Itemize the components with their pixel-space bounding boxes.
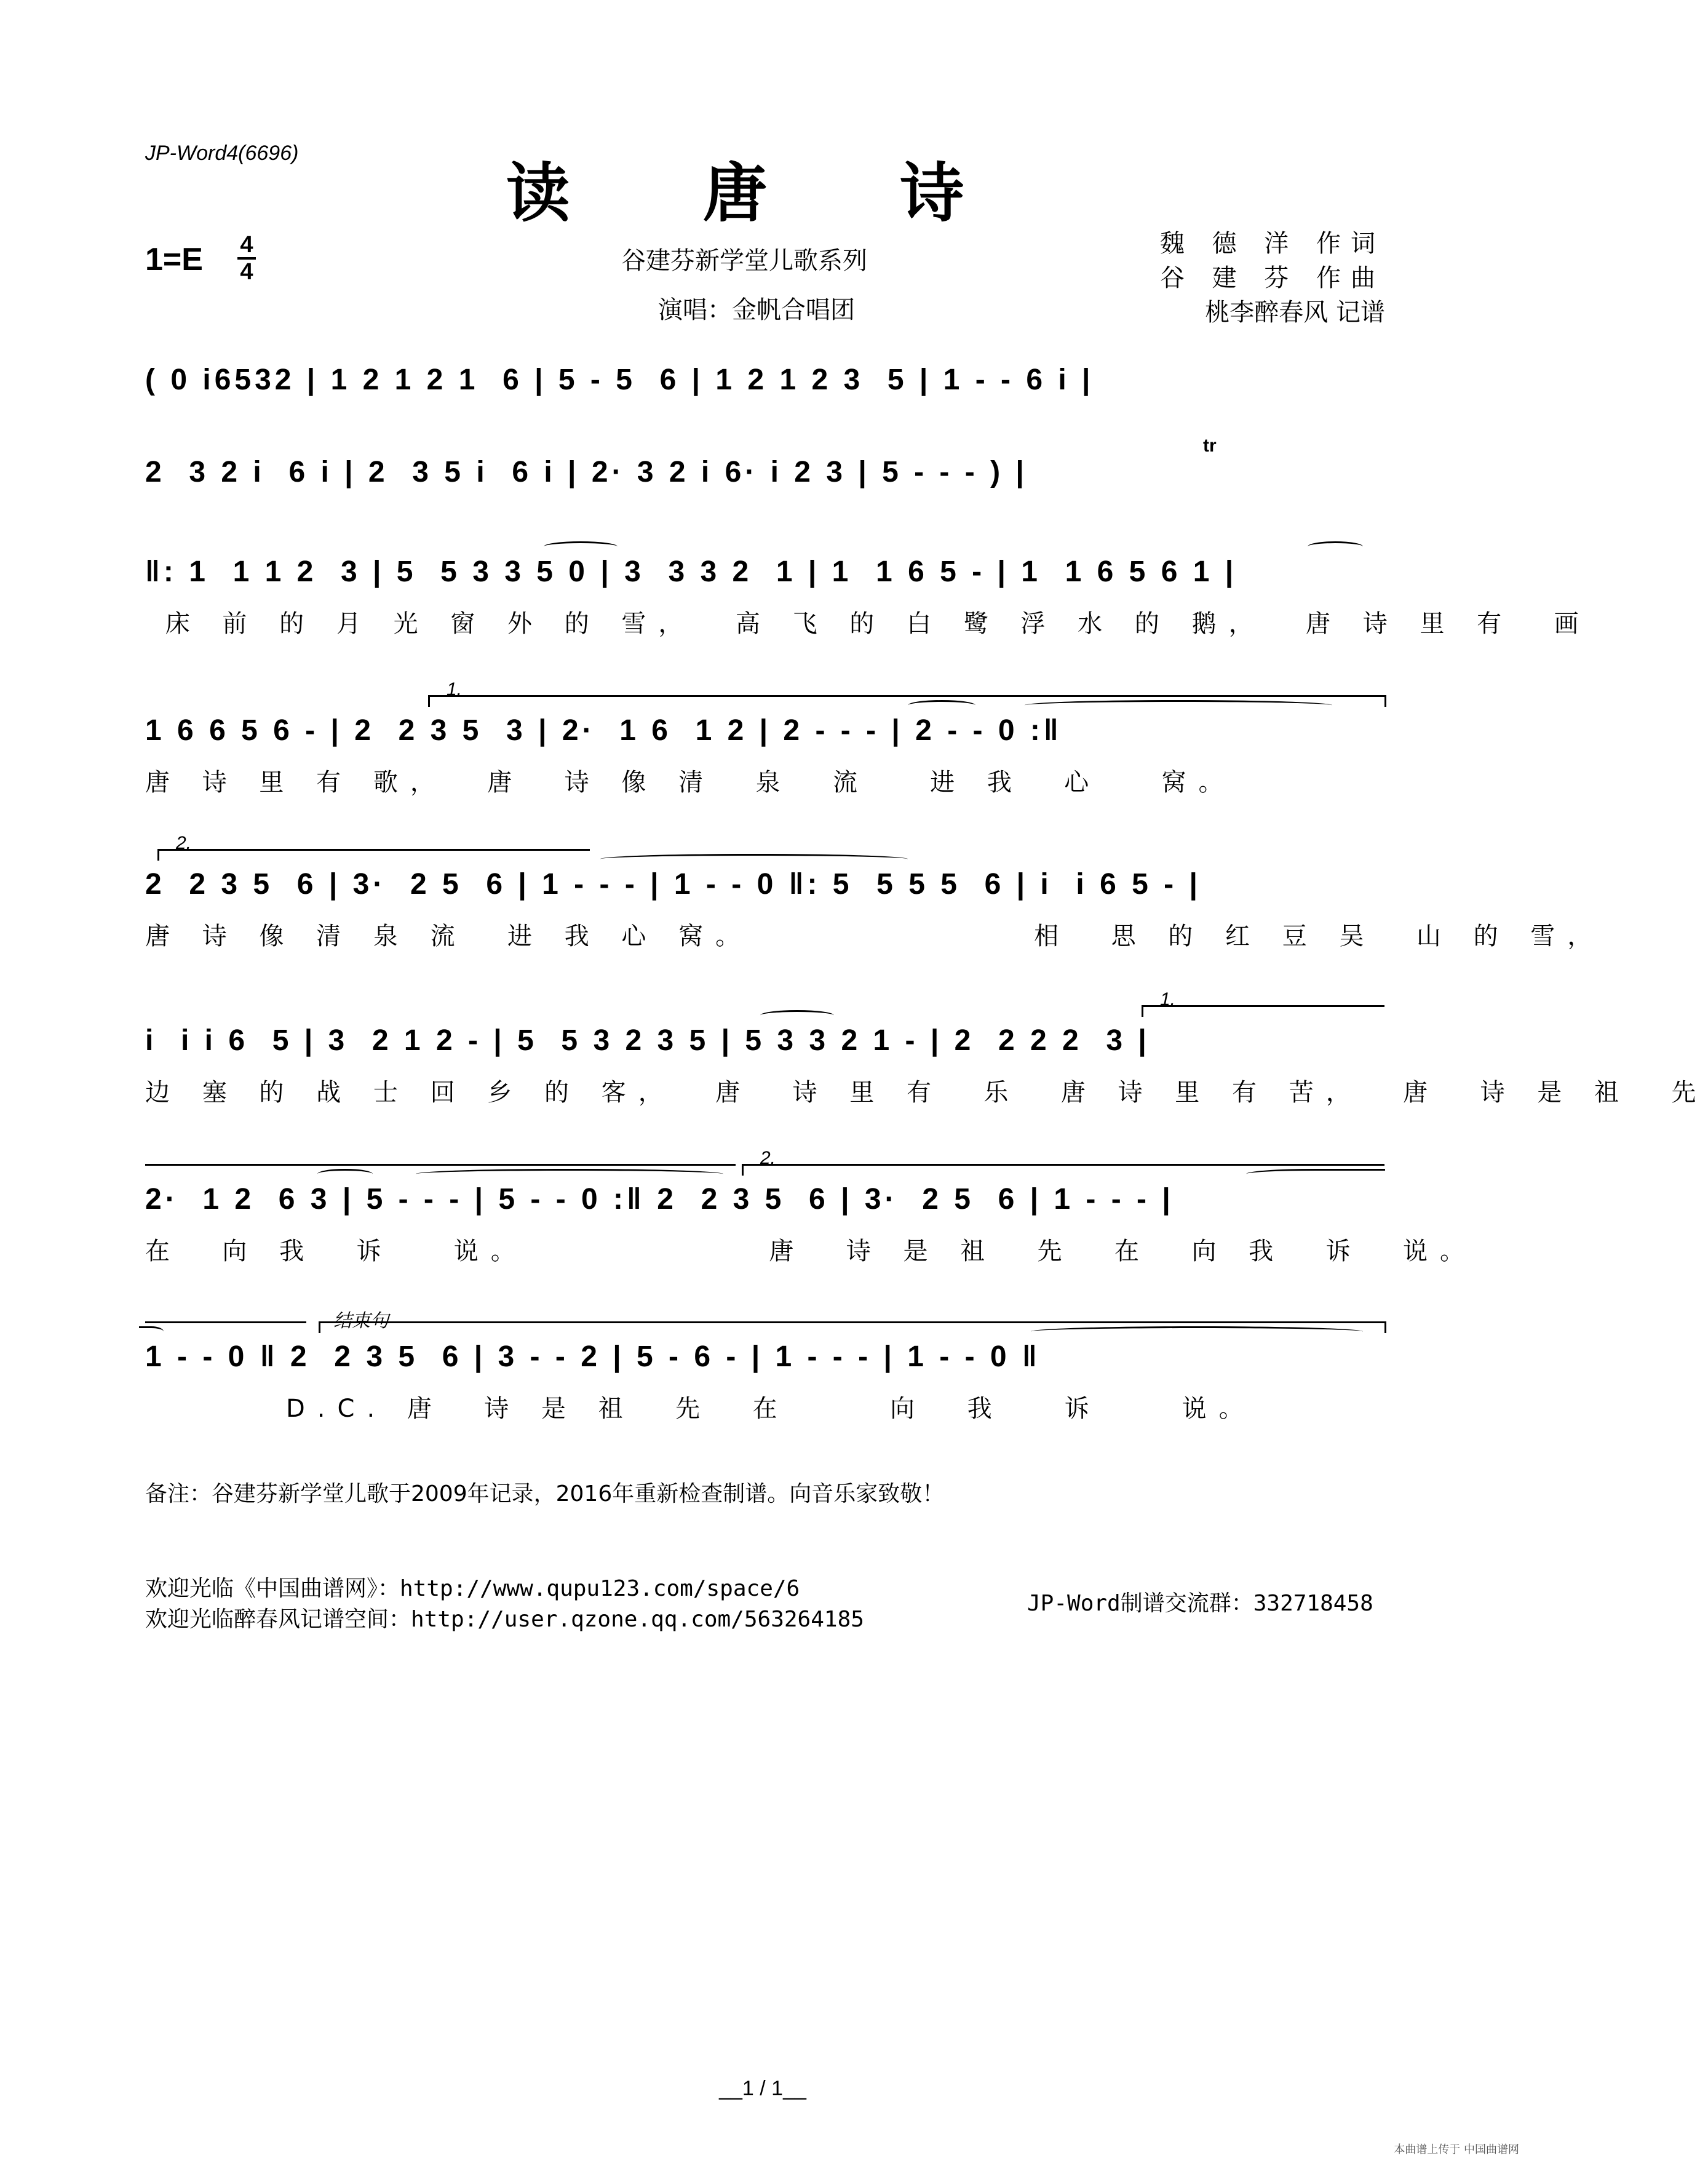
key-signature: 1=E: [145, 242, 203, 277]
transcriber-credit: 桃李醉春风 记谱: [1205, 298, 1385, 327]
lyric-line: 边 塞 的 战 士 回 乡 的 客， 唐 诗 里 有 乐 唐 诗 里 有 苦， 唐 诗 是 祖 先: [145, 1078, 1708, 1107]
second-ending-continuation: [145, 1321, 306, 1323]
first-ending-label: 1.: [447, 679, 463, 699]
group-info: JP-Word制谱交流群：332718458: [1027, 1591, 1373, 1616]
page-title: 读 唐 诗: [506, 155, 1020, 231]
notation-line: i i i 6 5 | 3 2 1 2 - | 5 5 3 2 3 5 | 5 3 3 2 1 - | 2 2 2 2 3 |: [145, 1024, 1150, 1057]
notation-line: ‖: 1 1 1 2 3 | 5 5 3 3 5 0 | 3 3 3 2 1 | 1 1 6 5 - | 1 1 6 5 6 1 |: [145, 555, 1237, 588]
lyric-line: D.C. 唐 诗 是 祖 先 在 向 我 诉 说。: [145, 1395, 1256, 1423]
notation-line: 2· 1 2 6 3 | 5 - - - | 5 - - 0 :‖ 2 2 3 5 6 | 3· 2 5 6 | 1 - - - |: [145, 1183, 1174, 1216]
singer-credit: 演唱：金帆合唱团: [658, 296, 855, 324]
upload-footer: 本曲谱上传于 中国曲谱网: [1394, 2143, 1519, 2156]
lyric-line: 床 前 的 月 光 窗 外 的 雪， 高 飞 的 白 鹭 浮 水 的 鹅， 唐 诗 里 有 画: [145, 610, 1591, 638]
notation-line: 2 2 3 5 6 | 3· 2 5 6 | 1 - - - | 1 - - 0 ‖: 5 5 5 5 6 | i i 6 5 - |: [145, 868, 1201, 901]
time-signature-bottom: 4: [240, 259, 253, 285]
lyric-line: 在 向 我 诉 说。 唐 诗 是 祖 先 在 向 我 诉 说。: [145, 1237, 1477, 1265]
second-ending-label: 2.: [760, 1148, 776, 1168]
composer-credit: 谷 建 芬 作曲: [1159, 264, 1385, 292]
first-ending-continuation: [145, 1164, 736, 1166]
notation-line: 1 - - 0 ‖ 2 2 3 5 6 | 3 - - 2 | 5 - 6 - | 1 - - - | 1 - - 0 ‖: [145, 1340, 1041, 1373]
lyricist-credit: 魏 德 洋 作词: [1159, 229, 1385, 258]
remark-note: 备注：谷建芬新学堂儿歌于2009年记录，2016年重新检查制谱。向音乐家致敬！: [145, 1481, 945, 1507]
page-number: __1 / 1__: [719, 2077, 806, 2100]
second-ending-label: 2.: [176, 833, 192, 853]
second-ending-bracket: [157, 849, 590, 861]
website-link[interactable]: 欢迎光临《中国曲谱网》：http://www.qupu123.com/space/6: [145, 1576, 800, 1601]
notation-line: 1 6 6 5 6 - | 2 2 3 5 3 | 2· 1 6 1 2 | 2 - - - | 2 - - 0 :‖: [145, 714, 1062, 747]
notation-line: ( 0 i6532 | 1 2 1 2 1 6 | 5 - 5 6 | 1 2 1 2 3 5 | 1 - - 6 i |: [145, 364, 1094, 396]
time-signature: [237, 233, 256, 284]
first-ending-bracket: [1142, 1005, 1384, 1017]
coda-label: 结束句: [333, 1311, 389, 1331]
notation-line: 2 3 2 i 6 i | 2 3 5 i 6 i | 2· 3 2 i 6· i 2 3 | 5 - - - ) |: [145, 456, 1028, 488]
series-name: 谷建芬新学堂儿歌系列: [621, 247, 867, 275]
qzone-link[interactable]: 欢迎光临醉春风记谱空间：http://user.qzone.qq.com/563264185: [145, 1607, 864, 1632]
lyric-line: 唐 诗 像 清 泉 流 进 我 心 窝。 相 思 的 红 豆 吴 山 的 雪，: [145, 922, 1605, 950]
first-ending-label: 1.: [1160, 989, 1176, 1009]
lyric-line: 唐 诗 里 有 歌， 唐 诗 像 清 泉 流 进 我 心 窝。: [145, 768, 1236, 797]
time-signature-top: 4: [240, 232, 253, 258]
trill-mark: tr: [1203, 436, 1217, 456]
software-label: JP-Word4(6696): [145, 141, 299, 165]
